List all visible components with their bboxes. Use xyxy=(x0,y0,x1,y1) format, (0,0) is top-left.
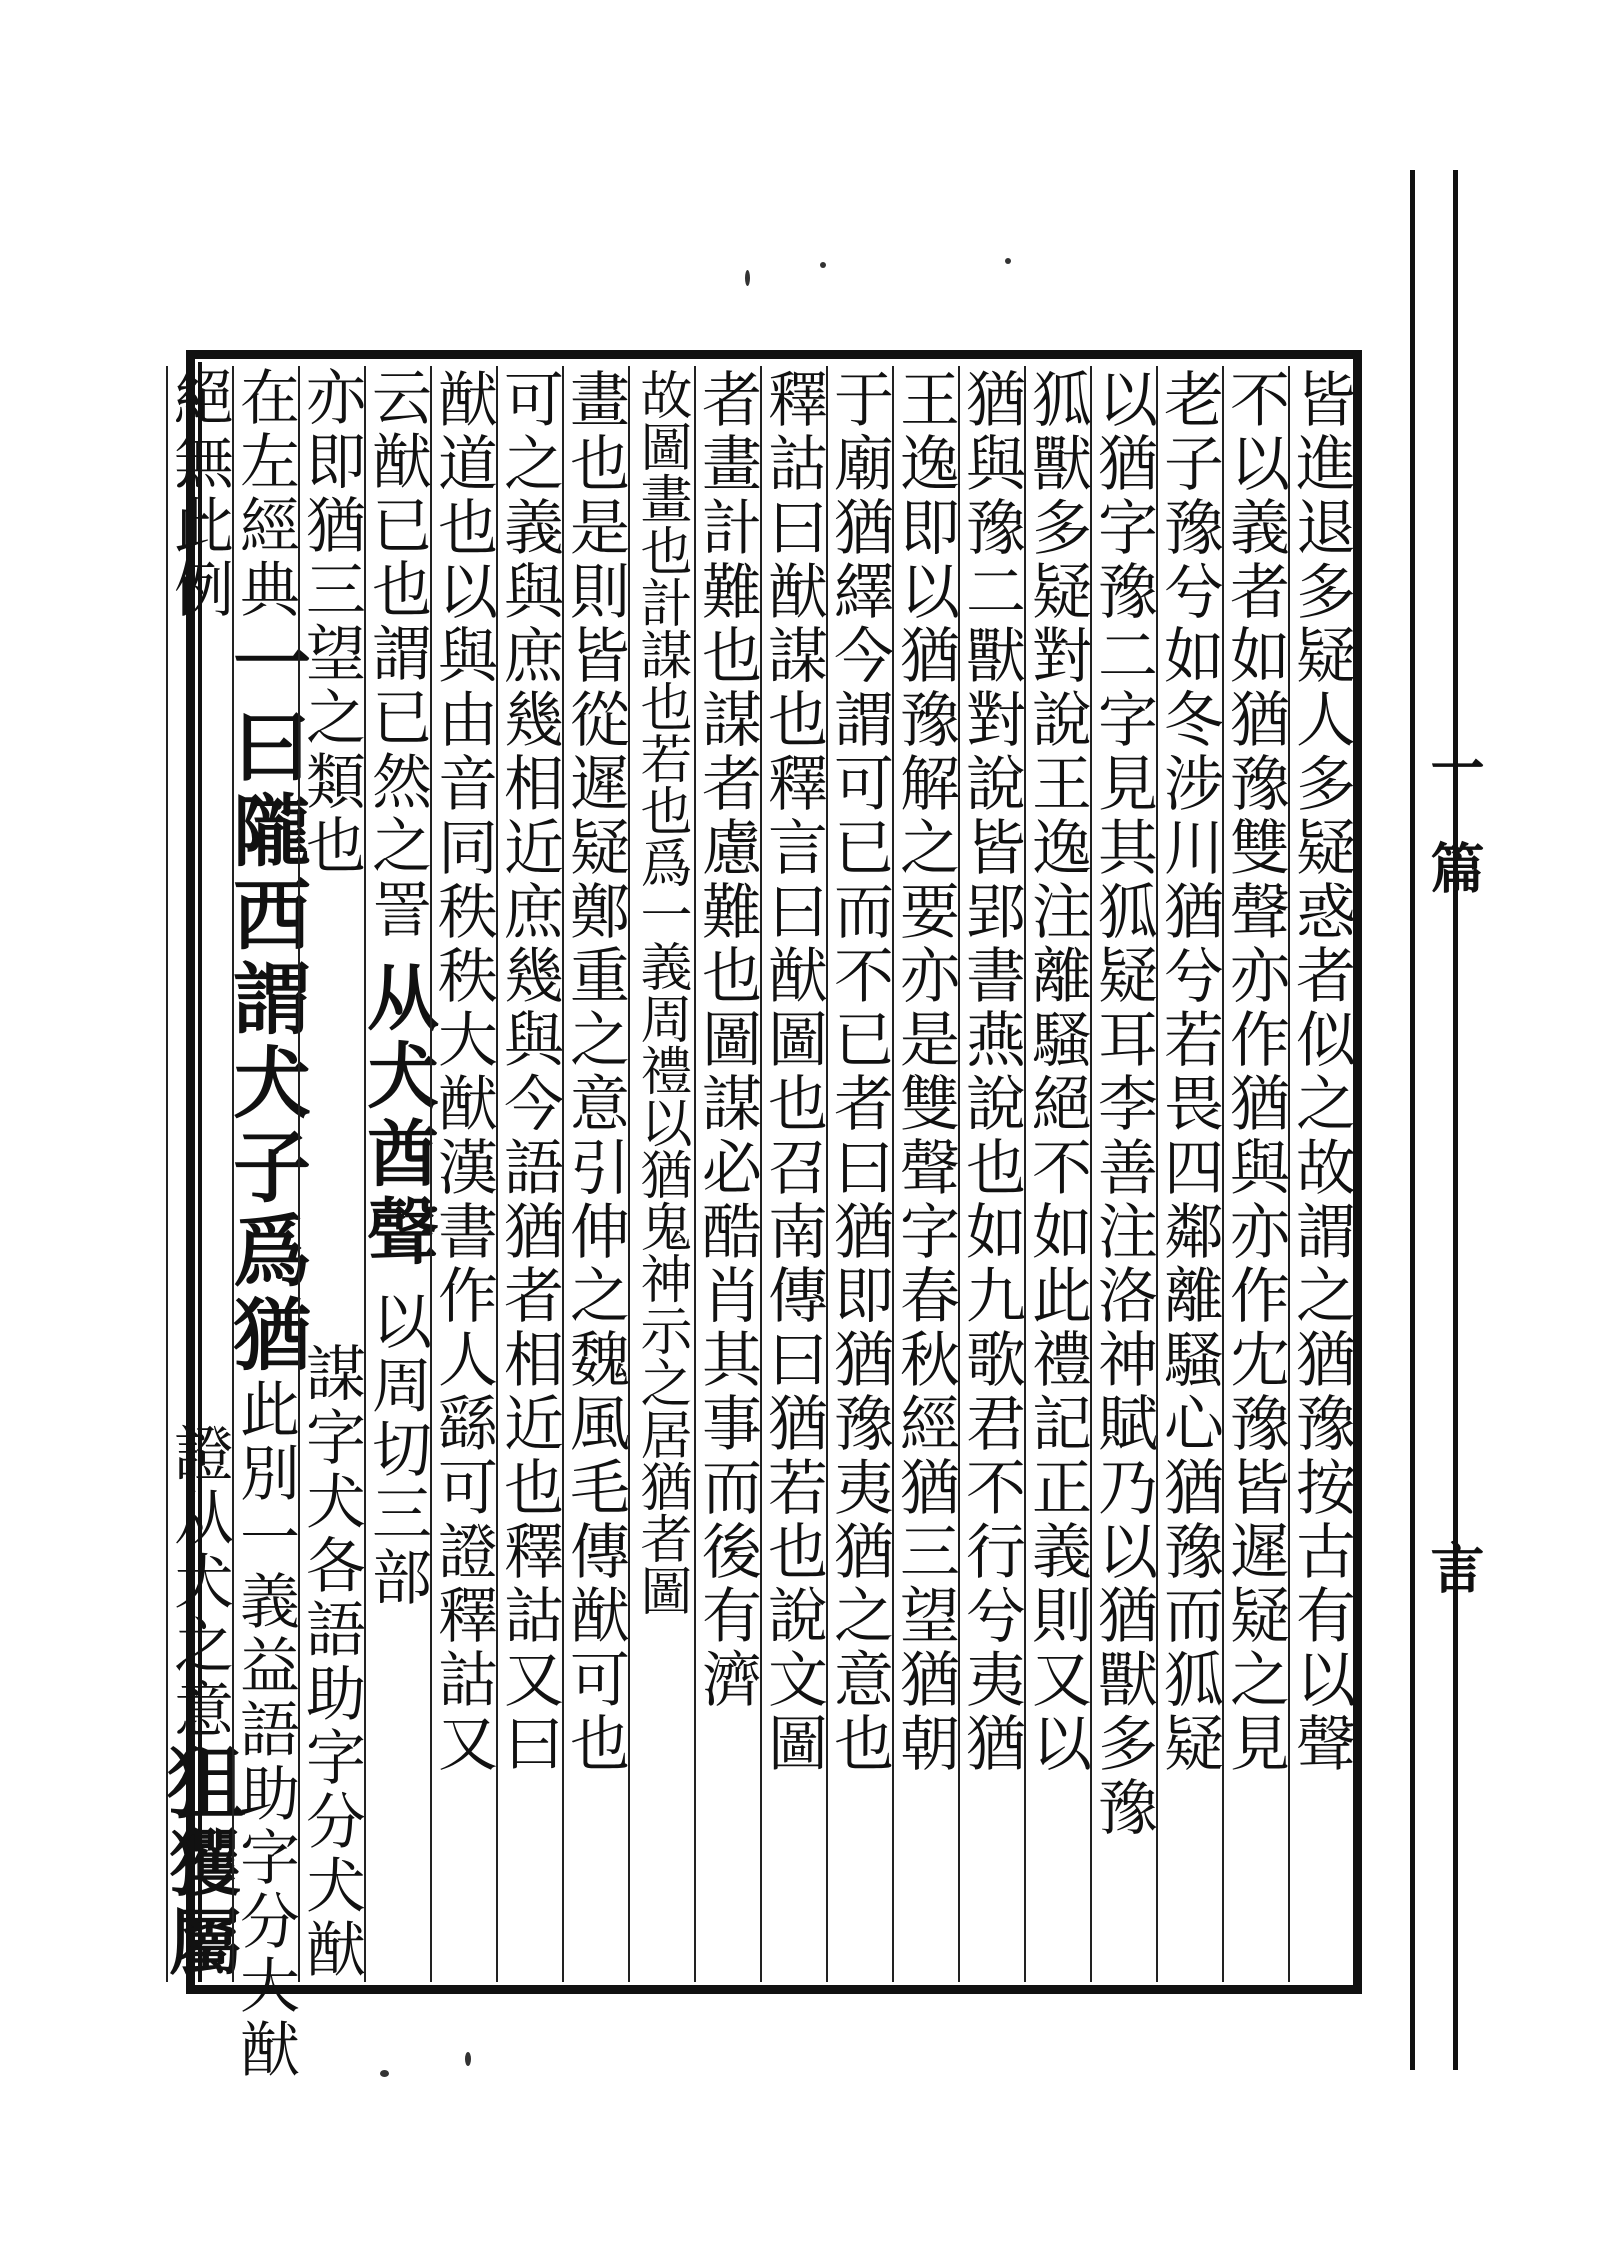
text-column-13: 可之義與庶幾相近庶幾與今語猶者相近也釋詁又曰 xyxy=(496,366,562,1982)
text-column-15 xyxy=(355,366,440,1982)
ink-speck xyxy=(465,2052,471,2066)
next-headword: 狙 xyxy=(154,1742,245,1826)
text-column-17 xyxy=(220,366,311,2082)
text-column-8: 于廟猶繹今謂可已而不已者曰猶即猶豫夷猶之意也 xyxy=(826,366,892,1982)
headword-phonetic: 从犬酋聲 xyxy=(355,960,440,1272)
text-column-2: 不以義者如猶豫雙聲亦作猶與亦作冘豫皆遲疑之見 xyxy=(1222,366,1288,1982)
text-column-10: 者畫計難也謀者慮難也圖謀必酷肖其事而後有濟 xyxy=(694,366,760,1982)
commentary-tail: 謀字犬各 xyxy=(296,1342,366,1598)
margin-section-glyph: 言 xyxy=(1422,1540,1486,1594)
text-column-7: 王逸即以猶豫解之要亦是雙聲字春秋經猶三望猶朝 xyxy=(892,366,958,1982)
text-column-5: 狐獸多疑對說王逸注離騷絕不如此禮記正義則又以 xyxy=(1024,366,1090,1982)
margin-volume-glyph: 一 xyxy=(1422,740,1486,794)
text-column-4: 以猶字豫二字見其狐疑耳李善注洛神賦乃以猶獸多豫 xyxy=(1090,366,1156,1982)
lower-fragment-b: 語助字分大猷 xyxy=(230,1698,300,2082)
text-column-6: 猶與豫二獸對說皆郢書燕說也如九歌君不行兮夷猶 xyxy=(958,366,1024,1982)
ink-speck xyxy=(1005,258,1011,264)
page-margin-strip xyxy=(1410,170,1458,2070)
ink-speck xyxy=(380,2070,389,2077)
text-column-11: 故圖畫也計謀也若也爲一義周禮以猶鬼神示之居猶者圖 xyxy=(628,366,694,1982)
commentary-segment: 亦即猶三望之類也 xyxy=(296,366,366,878)
commentary-segment: 絕無此例 xyxy=(164,366,234,622)
text-column-1: 皆進退多疑人多疑惑者似之故謂之猶豫按古有以聲 xyxy=(1288,366,1354,1982)
reading-note: 以周切三部 xyxy=(362,1290,432,1610)
text-column-9: 釋詁曰猷謀也釋言曰猷圖也召南傳曰猶若也說文圖 xyxy=(760,366,826,1982)
text-column-3: 老子豫兮如冬涉川猶兮若畏四鄰離騷心猶豫而狐疑 xyxy=(1156,366,1222,1982)
commentary-tail: 此別一義益 xyxy=(230,1378,300,1698)
headword-definition: 一曰隴西謂犬子爲猶 xyxy=(220,622,311,1378)
ink-speck xyxy=(820,262,826,268)
lower-fragment-a: 語助字分犬猷 xyxy=(296,1598,366,1982)
vertical-text-block xyxy=(154,366,1356,2082)
commentary-tail: 證从犬之意 xyxy=(164,1422,234,1742)
ink-speck xyxy=(745,270,750,286)
commentary-segment: 云猷已也謂已然之詈 xyxy=(362,366,432,942)
text-column-14: 猷道也以與由音同秩秩大猷漢書作人繇可證釋詁又 xyxy=(430,366,496,1982)
margin-chapter-glyph: 篇 xyxy=(1422,840,1486,894)
commentary-segment: 在左經典 xyxy=(230,366,300,622)
next-headword-gloss: 玃屬 xyxy=(157,1826,242,1982)
text-column-12: 畫也是則皆從遲疑鄭重之意引伸之魏風毛傳猷可也 xyxy=(562,366,628,1982)
